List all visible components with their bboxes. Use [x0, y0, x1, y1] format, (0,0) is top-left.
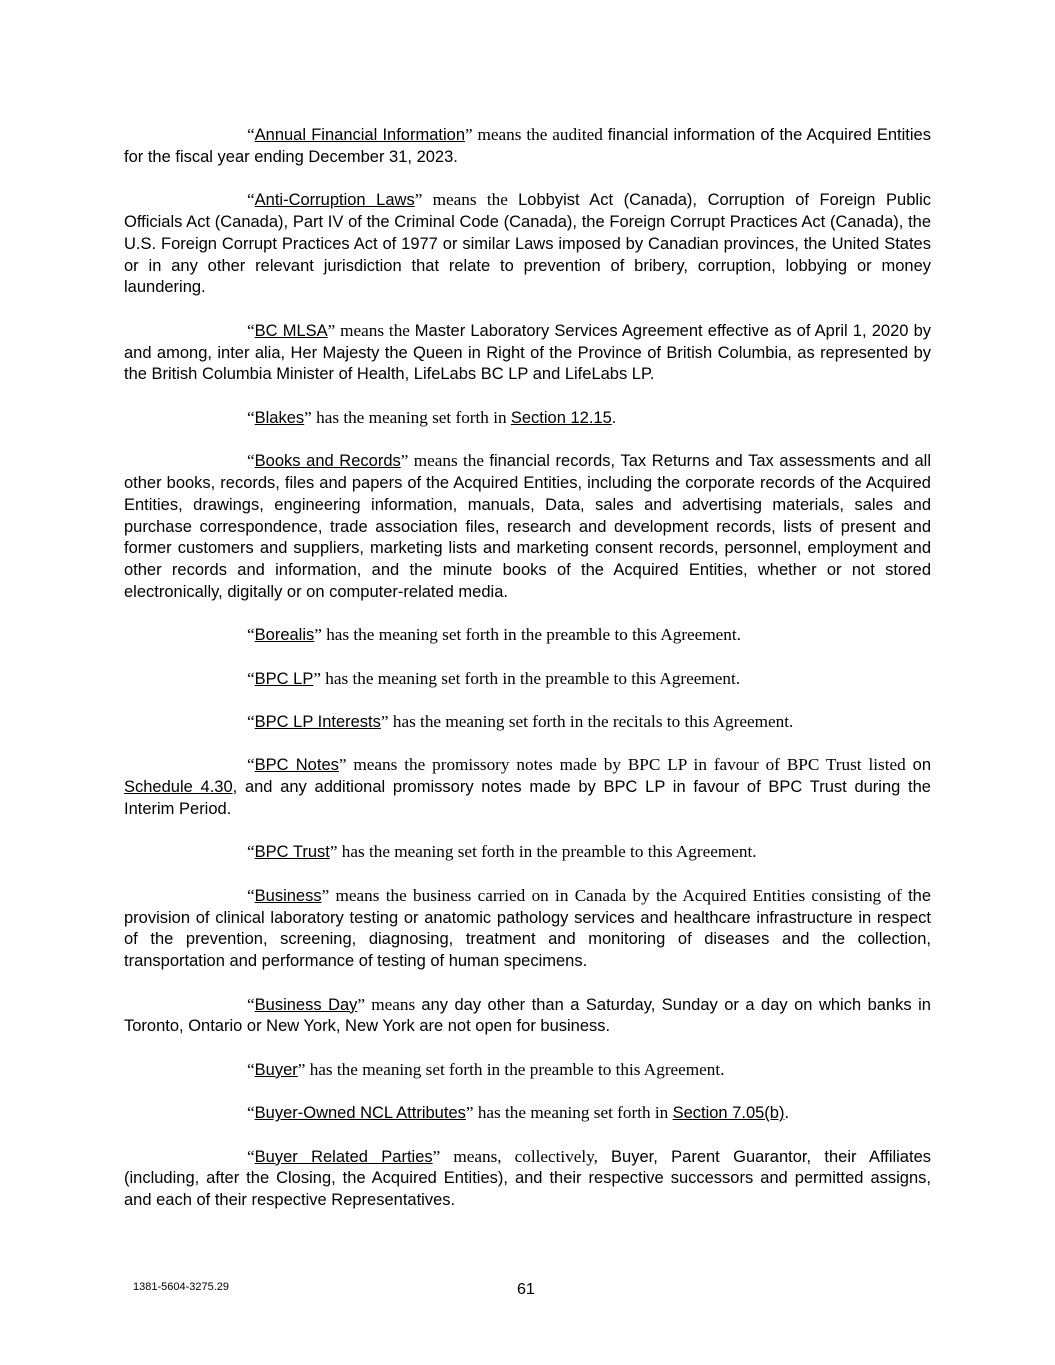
definition-lead: means, collectively, — [440, 1146, 612, 1166]
open-quote: “ — [247, 1146, 255, 1166]
close-quote: ” — [357, 994, 366, 1014]
open-quote: “ — [247, 885, 255, 905]
document-body — [124, 124, 931, 1233]
definition-paragraph — [124, 994, 931, 1039]
close-quote: ” — [313, 668, 321, 688]
definition-lead: has the meaning set forth in the preamble to this Agreement. — [305, 1059, 725, 1079]
definition-lead: means the promissory notes made by BPC LP in favour of BPC Trust listed — [346, 755, 913, 775]
definition-text: Buyer, Parent Guarantor, their Affiliates (including, after the Closing, the Acquired Entities), and their respective successors and permitted assigns, and each of their respective Representatives. — [124, 1147, 931, 1210]
definition-paragraph — [124, 320, 931, 386]
defined-term: Buyer-Owned NCL Attributes — [254, 1104, 466, 1123]
defined-term: BPC LP Interests — [254, 713, 381, 732]
definition-text: any day other than a Saturday, Sunday or a day on which banks in Toronto, Ontario or New York, New York are not open for business. — [124, 995, 931, 1036]
close-quote: ” — [329, 842, 338, 862]
close-quote: ” — [314, 625, 322, 645]
definition-paragraph — [124, 711, 931, 734]
definition-lead: means the — [335, 320, 415, 340]
open-quote: “ — [247, 842, 255, 862]
defined-term: Borealis — [254, 626, 315, 645]
definition-paragraph — [124, 841, 931, 864]
close-quote: ” — [297, 1059, 306, 1079]
definition-text: the provision of clinical laboratory testing or anatomic pathology services and healthcare infrastructure in respect of the prevention, screening, diagnosing, treatment and monitoring of diseases and the collection, transportation and performance of testing of human specimens. — [124, 886, 931, 971]
defined-term: Buyer — [254, 1060, 298, 1079]
definition-text: financial information of the Acquired Entities for the fiscal year ending December 31, 2023. — [124, 126, 931, 166]
close-quote: ” — [327, 320, 336, 340]
close-quote: ” — [414, 190, 423, 210]
defined-term: Books and Records — [254, 452, 401, 471]
definition-text: on — [912, 756, 931, 775]
definition-paragraph — [124, 407, 931, 430]
close-quote: ” — [304, 407, 312, 427]
definition-lead: means the — [408, 451, 490, 471]
defined-term: BPC Trust — [254, 843, 330, 862]
open-quote: “ — [247, 125, 255, 144]
definition-paragraph — [124, 1146, 931, 1212]
definition-paragraph — [124, 885, 931, 973]
close-quote: ” — [321, 885, 330, 905]
definition-paragraph — [124, 668, 931, 691]
close-quote: ” — [400, 451, 409, 471]
defined-term: Business — [254, 886, 322, 905]
definition-paragraph — [124, 1059, 931, 1082]
definition-paragraph — [124, 624, 931, 647]
open-quote: “ — [247, 190, 255, 210]
open-quote: “ — [247, 320, 255, 340]
open-quote: “ — [247, 1103, 255, 1123]
defined-term: Buyer Related Parties — [254, 1147, 433, 1166]
definition-lead: means the — [422, 190, 519, 210]
definition-paragraph — [124, 450, 931, 604]
document-id: 1381-5604-3275.29 — [133, 1281, 230, 1293]
defined-term: BPC Notes — [254, 756, 339, 775]
open-quote: “ — [247, 1059, 255, 1079]
open-quote: “ — [247, 451, 255, 471]
page-number: 61 — [517, 1281, 535, 1298]
close-quote: ” — [465, 1103, 474, 1123]
close-quote: ” — [465, 125, 473, 144]
definition-text: . — [784, 1104, 790, 1123]
open-quote: “ — [247, 755, 255, 775]
defined-term: BPC LP — [254, 669, 314, 688]
defined-term: Business Day — [254, 995, 358, 1014]
open-quote: “ — [247, 668, 255, 688]
definition-paragraph — [124, 124, 931, 169]
definition-text: , and any additional promissory notes made by BPC LP in favour of BPC Trust during the Interim Period. — [124, 778, 931, 819]
cross-reference: Section 12.15 — [510, 408, 612, 427]
definition-lead: has the meaning set forth in — [311, 407, 511, 427]
definition-text: Lobbyist Act (Canada), Corruption of Foreign Public Officials Act (Canada), Part IV of the Criminal Code (Canada), the Foreign Corrupt Practices Act (Canada), the U.S. Foreign Corrupt Practices Act of 1977 or similar Laws imposed by Canadian provinces, the United States or in any other relevant jurisdiction that relate to prevention of bribery, corruption, lobbying or money laundering. — [124, 191, 931, 297]
definition-text: financial records, Tax Returns and Tax assessments and all other books, records, files and papers of the Acquired Entities, including the corporate records of the Acquired Entities, drawings, engineering information, manuals, Data, sales and advertising materials, sales and purchase correspondence, trade association files, research and development records, lists of present and former customers and suppliers, marketing lists and marketing consent records, personnel, employment and other records and information, and the minute books of the Acquired Entities, whether or not stored electronically, digitally or on computer-related media. — [124, 452, 931, 601]
definition-lead: has the meaning set forth in the preamble to this Agreement. — [320, 668, 741, 688]
definition-text: Master Laboratory Services Agreement effective as of April 1, 2020 by and among, inter alia, Her Majesty the Queen in Right of the Province of British Columbia, as represented by the British Columbia Minister of Health, LifeLabs BC LP and LifeLabs LP. — [124, 321, 931, 384]
definition-lead: has the meaning set forth in the recitals to this Agreement. — [388, 712, 794, 732]
defined-term: Blakes — [254, 408, 305, 427]
close-quote: ” — [432, 1146, 441, 1166]
open-quote: “ — [247, 407, 255, 427]
definition-paragraph — [124, 1102, 931, 1125]
defined-term: BC MLSA — [254, 321, 328, 340]
definition-lead: has the meaning set forth in — [473, 1103, 673, 1123]
defined-term: Anti-Corruption Laws — [254, 191, 415, 210]
definition-paragraph — [124, 189, 931, 299]
definition-lead: has the meaning set forth in the preamble to this Agreement. — [337, 842, 757, 862]
cross-reference: Section 7.05(b) — [672, 1104, 785, 1123]
open-quote: “ — [247, 994, 255, 1014]
close-quote: ” — [380, 712, 389, 732]
definition-lead: means the business carried on in Canada by the Acquired Entities consisting of — [329, 885, 909, 905]
cross-reference: Schedule 4.30 — [124, 778, 233, 797]
definition-text: . — [611, 408, 617, 427]
open-quote: “ — [247, 712, 255, 732]
definition-lead: has the meaning set forth in the preamble to this Agreement. — [321, 625, 741, 645]
definition-paragraph — [124, 754, 931, 820]
definition-lead: means — [365, 994, 422, 1014]
close-quote: ” — [338, 755, 347, 775]
open-quote: “ — [247, 625, 255, 645]
defined-term: Annual Financial Information — [254, 126, 465, 144]
definition-lead: means the audited — [472, 125, 608, 144]
